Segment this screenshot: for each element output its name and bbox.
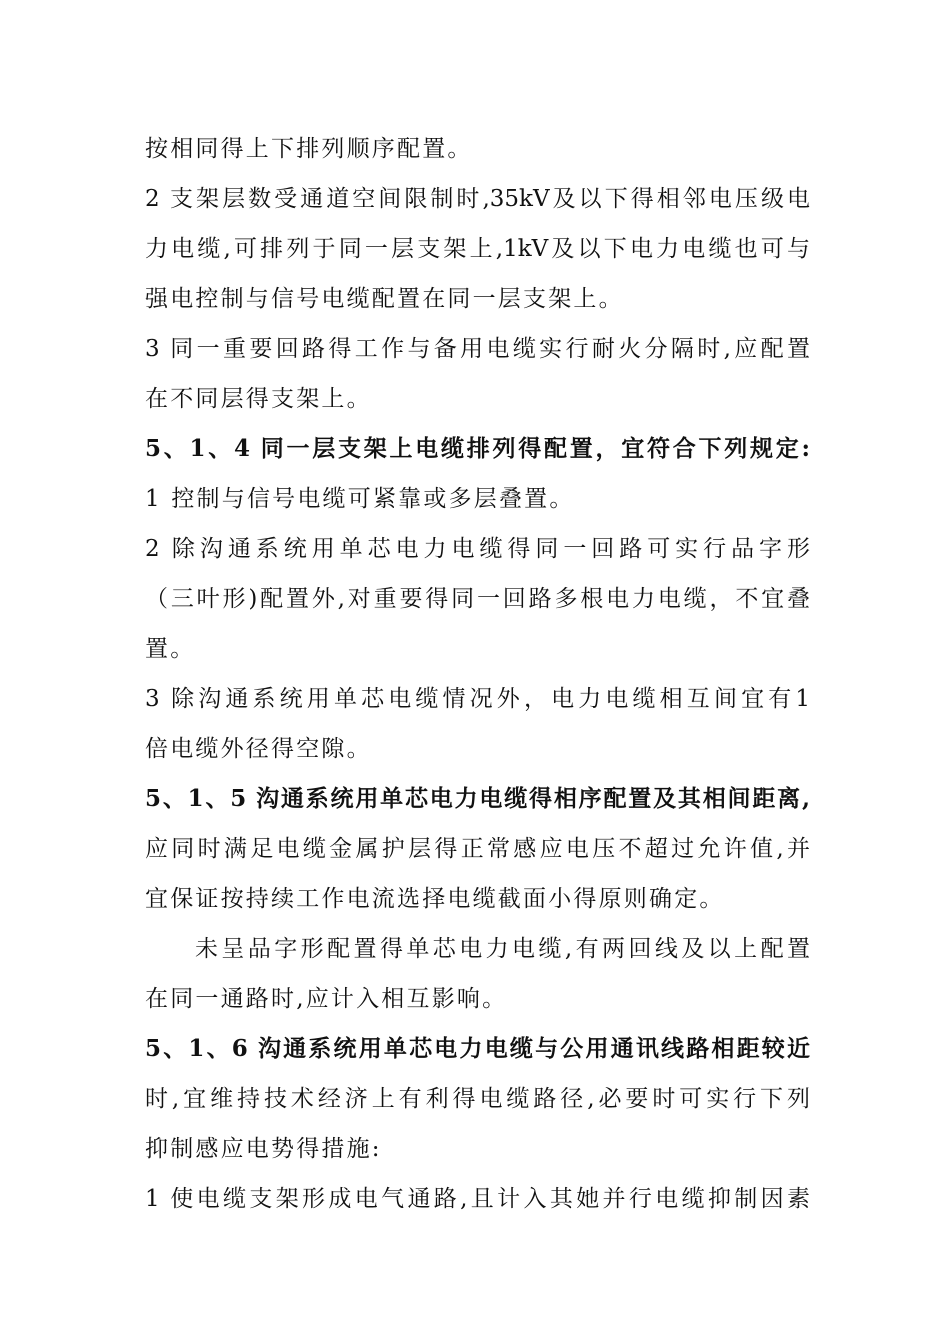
section-heading-5-1-4: 5、1、4 同一层支架上电缆排列得配置，宜符合下列规定: (145, 435, 810, 462)
section-heading-5-1-5: 5、1、5 沟通系统用单芯电力电缆得相序配置及其相间距离, (145, 785, 810, 812)
text-line: 2 除沟通系统用单芯电力电缆得同一回路可实行品字形 (145, 536, 810, 562)
text-line: 抑制感应电势得措施: (145, 1136, 382, 1162)
text-line: 倍电缆外径得空隙。 (145, 736, 372, 762)
text-line: 力电缆,可排列于同一层支架上,1kV及以下电力电缆也可与 (145, 236, 810, 262)
text-line: 3 同一重要回路得工作与备用电缆实行耐火分隔时,应配置 (145, 336, 810, 362)
text-line: 在不同层得支架上。 (145, 386, 372, 412)
text-line: 1 使电缆支架形成电气通路,且计入其她并行电缆抑制因素 (145, 1186, 810, 1212)
text-line: 时,宜维持技术经济上有利得电缆路径,必要时可实行下列 (145, 1086, 810, 1112)
text-line: 3 除沟通系统用单芯电缆情况外，电力电缆相互间宜有1 (145, 686, 810, 712)
text-line: 强电控制与信号电缆配置在同一层支架上。 (145, 286, 624, 312)
text-line: 在同一通路时,应计入相互影响。 (145, 986, 508, 1012)
section-heading-5-1-6: 5、1、6 沟通系统用单芯电力电缆与公用通讯线路相距较近 (145, 1035, 810, 1062)
text-line: （三叶形)配置外,对重要得同一回路多根电力电缆，不宜叠 (145, 586, 810, 612)
text-line: 1 控制与信号电缆可紧靠或多层叠置。 (145, 486, 575, 512)
indented-paragraph-line: 未呈品字形配置得单芯电力电缆,有两回线及以上配置 (195, 936, 810, 962)
text-line: 按相同得上下排列顺序配置。 (145, 136, 473, 162)
text-line: 应同时满足电缆金属护层得正常感应电压不超过允许值,并 (145, 836, 810, 862)
text-line: 置。 (145, 636, 196, 662)
text-line: 2 支架层数受通道空间限制时,35kV及以下得相邻电压级电 (145, 186, 810, 212)
text-line: 宜保证按持续工作电流选择电缆截面小得原则确定。 (145, 886, 725, 912)
